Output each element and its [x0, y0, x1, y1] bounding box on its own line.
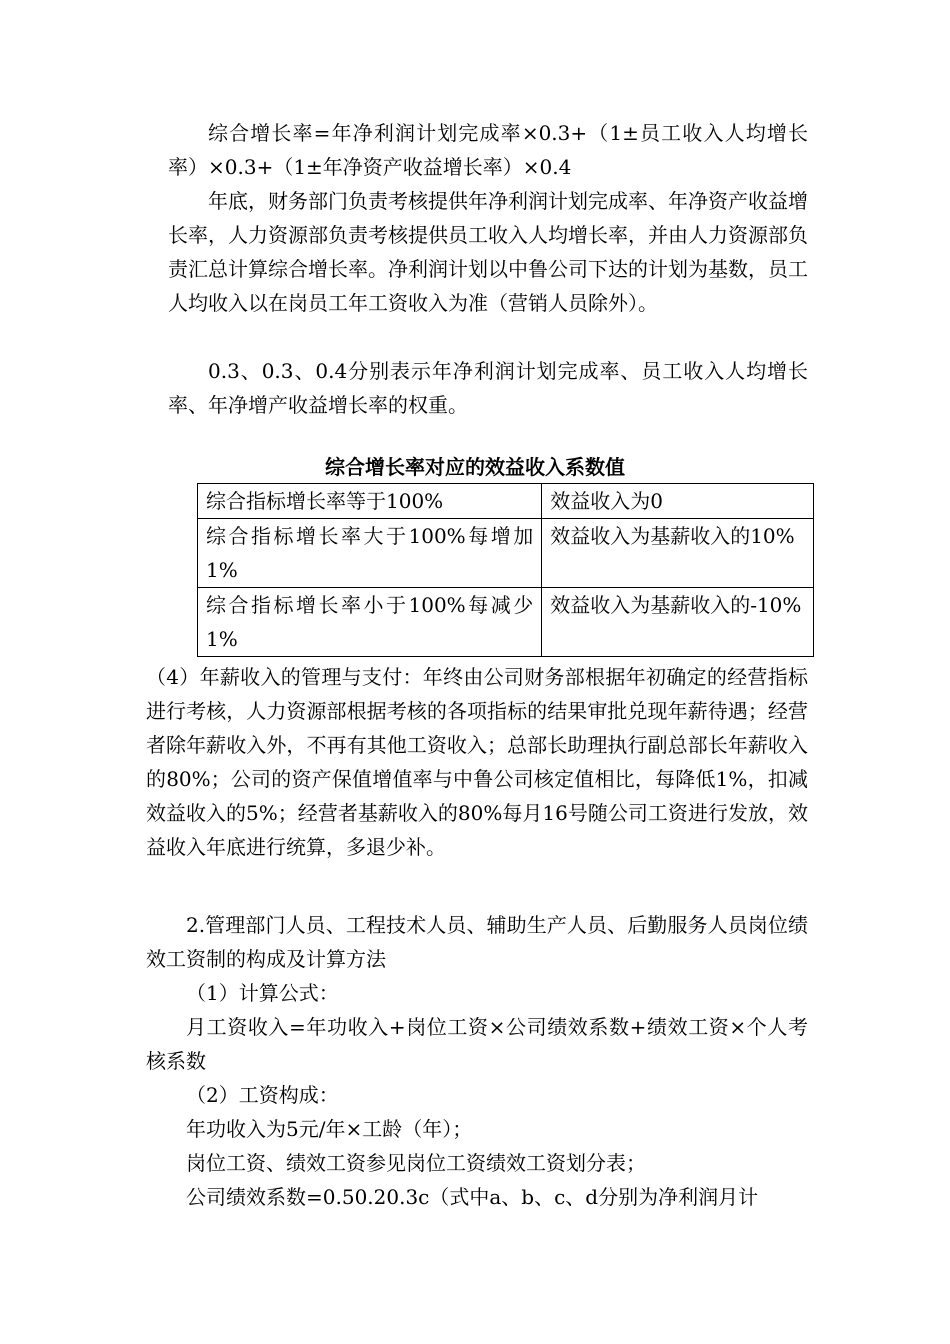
weights-paragraph: 0.3、0.3、0.4分别表示年净利润计划完成率、员工收入人均增长率、年净增产收益增长率的权重。	[168, 359, 808, 417]
coefficient-table	[197, 483, 814, 657]
table-cell-condition: 综合指标增长率等于100%	[198, 484, 542, 519]
performance-coefficient-line: 公司绩效系数=0.50.20.3c（式中a、b、c、d分别为净利润月计	[186, 1185, 759, 1209]
section-heading: 2.管理部门人员、工程技术人员、辅助生产人员、后勤服务人员岗位绩效工资制的构成及计算方法	[146, 913, 808, 971]
responsibility-paragraph: 年底，财务部门负责考核提供年净利润计划完成率、年净资产收益增长率，人力资源部负责考核提供员工收入人均增长率，并由人力资源部负责汇总计算综合增长率。净利润计划以中鲁公司下达的计划为基数，员工人均收入以在岗员工年工资收入为准（营销人员除外）。	[168, 189, 808, 315]
table-cell-condition: 综合指标增长率大于100%每增加1%	[198, 519, 542, 588]
table-cell-result: 效益收入为基薪收入的10%	[542, 519, 814, 588]
table-cell-condition: 综合指标增长率小于100%每减少1%	[198, 588, 542, 657]
table-title: 综合增长率对应的效益收入系数值	[325, 455, 625, 479]
subheading-formula: （1）计算公式：	[186, 981, 339, 1005]
table-cell-result: 效益收入为0	[542, 484, 814, 519]
position-wage-line: 岗位工资、绩效工资参见岗位工资绩效工资划分表；	[186, 1151, 646, 1175]
annual-salary-paragraph: （4）年薪收入的管理与支付：年终由公司财务部根据年初确定的经营指标进行考核，人力资源部根据考核的各项指标的结果审批兑现年薪待遇；经营者除年薪收入外，不再有其他工资收入；总部长助理执行副总部长年薪收入的80%；公司的资产保值增值率与中鲁公司核定值相比，每降低1%，扣减效益收入的5%；经营者基薪收入的80%每月16号随公司工资进行发放，效益收入年底进行统算，多退少补。	[146, 665, 808, 859]
formula-paragraph: 综合增长率=年净利润计划完成率×0.3+（1±员工收入人均增长率）×0.3+（1±年净资产收益增长率）×0.4	[168, 121, 808, 179]
table-cell-result: 效益收入为基薪收入的-10%	[542, 588, 814, 657]
table-row	[198, 484, 814, 519]
monthly-salary-formula: 月工资收入=年功收入+岗位工资×公司绩效系数+绩效工资×个人考核系数	[146, 1015, 808, 1073]
table-row	[198, 519, 814, 588]
table-row	[198, 588, 814, 657]
seniority-income-line: 年功收入为5元/年×工龄（年）；	[186, 1117, 473, 1141]
subheading-composition: （2）工资构成：	[186, 1083, 339, 1107]
